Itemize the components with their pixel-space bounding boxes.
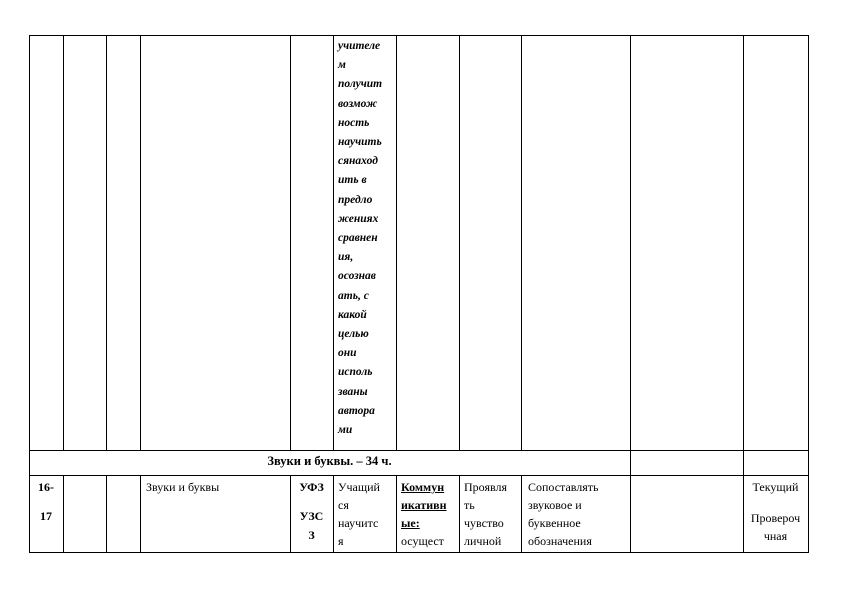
- lesson-number-top: 16-: [38, 480, 54, 494]
- text-line: икативн: [401, 498, 447, 512]
- col-line: [63, 35, 64, 451]
- text-line: ия,: [338, 251, 354, 264]
- col-line: [290, 35, 291, 451]
- col-line: [459, 475, 460, 553]
- communicative-skills: [401, 478, 447, 550]
- student-outcome: [338, 478, 380, 550]
- text-line: получит: [338, 78, 383, 91]
- col-line: [630, 450, 631, 476]
- student-activity: [528, 478, 599, 550]
- row-divider-section-top: [29, 450, 809, 451]
- text-line: ые:: [401, 516, 420, 530]
- lesson-topic: Звуки и буквы: [146, 480, 220, 494]
- text-line: какой: [338, 308, 367, 321]
- text-line: Учащий: [338, 480, 380, 494]
- text-line: личной: [464, 534, 502, 548]
- col-line: [743, 450, 744, 476]
- text-line: звуковое и: [528, 498, 582, 512]
- text-line: осущест: [401, 534, 444, 548]
- text-line: сянаход: [338, 155, 378, 168]
- col-line: [521, 475, 522, 553]
- col-line: [396, 475, 397, 553]
- text-line: буквенное: [528, 516, 581, 530]
- text-line: обозначения: [528, 534, 592, 548]
- col-line: [106, 475, 107, 553]
- text-line: званы: [338, 385, 368, 398]
- col-line: [333, 35, 334, 451]
- col-line: [63, 475, 64, 553]
- continued-learning-outcome: [338, 37, 382, 440]
- col-line: [396, 35, 397, 451]
- text-line: автора: [338, 404, 375, 417]
- text-line: сравнен: [338, 232, 378, 245]
- text-line: целью: [338, 328, 369, 341]
- text-line: м: [338, 59, 346, 72]
- text-line: учителе: [338, 40, 381, 52]
- col-line: [333, 475, 334, 553]
- table-border-bottom: [29, 552, 809, 553]
- lesson-type-3: З: [308, 528, 315, 542]
- col-line: [743, 35, 744, 451]
- lesson-type-1: УФЗ: [299, 480, 324, 494]
- lesson-type-2: УЗС: [299, 509, 324, 523]
- col-line: [630, 35, 631, 451]
- personal-outcome: [464, 478, 507, 550]
- row-divider-section-bottom: [29, 475, 809, 476]
- col-line: [106, 35, 107, 451]
- lesson-number-bottom: 17: [40, 509, 52, 523]
- text-line: возмож: [338, 97, 378, 110]
- control-type-2: Провероч: [750, 511, 801, 525]
- text-line: ать, с: [338, 289, 369, 302]
- section-heading: Звуки и буквы. – 34 ч.: [267, 454, 392, 468]
- text-line: предло: [338, 193, 373, 206]
- col-line: [29, 35, 30, 553]
- text-line: жениях: [338, 212, 379, 225]
- table-border-right: [808, 35, 809, 553]
- text-line: ся: [338, 498, 349, 512]
- text-line: Коммун: [401, 480, 445, 494]
- text-line: чувство: [464, 516, 504, 530]
- control-type-1: Текущий: [752, 480, 799, 494]
- col-line: [140, 475, 141, 553]
- text-line: научить: [338, 136, 382, 149]
- text-line: ми: [338, 424, 353, 437]
- col-line: [459, 35, 460, 451]
- text-line: исполь: [338, 366, 373, 379]
- text-line: они: [338, 347, 357, 360]
- text-line: ить в: [338, 174, 367, 187]
- control-type-3: чная: [763, 529, 788, 543]
- text-line: научитс: [338, 516, 379, 530]
- text-line: я: [338, 534, 344, 548]
- col-line: [521, 35, 522, 451]
- text-line: Сопоставлять: [528, 480, 599, 494]
- text-line: ность: [338, 116, 370, 129]
- text-line: осознав: [338, 270, 376, 283]
- table-border-top: [29, 35, 809, 36]
- col-line: [140, 35, 141, 451]
- text-line: Проявля: [464, 480, 507, 494]
- text-line: ть: [464, 498, 475, 512]
- col-line: [630, 475, 631, 553]
